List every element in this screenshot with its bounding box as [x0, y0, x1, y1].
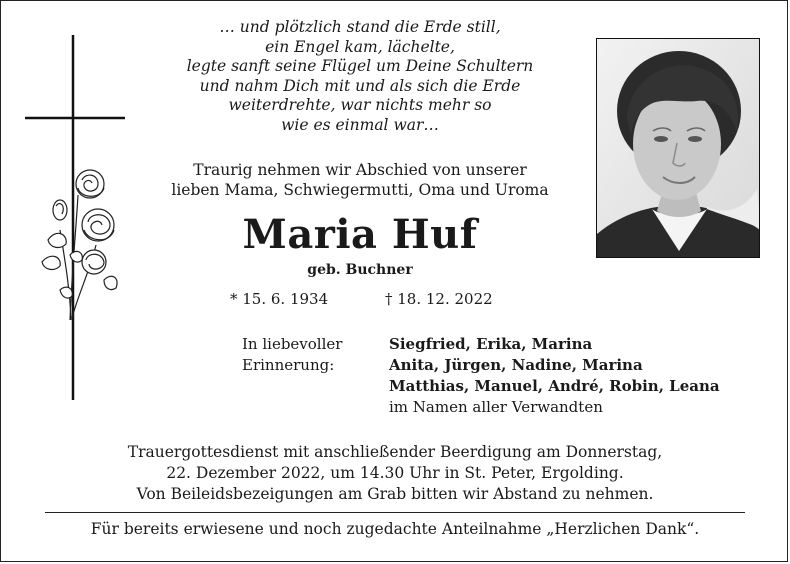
mourners-line: Siegfried, Erika, Marina — [389, 335, 593, 353]
farewell-line: Traurig nehmen wir Abschied von unserer — [193, 161, 527, 179]
portrait-photo — [596, 38, 760, 258]
poem-line: legte sanft seine Flügel um Deine Schultern — [186, 57, 534, 75]
mourners-list — [389, 334, 779, 418]
poem-line: weiterdrehte, war nichts mehr so — [228, 96, 492, 114]
farewell-line: lieben Mama, Schwiegermutti, Oma und Uroma — [171, 181, 549, 199]
divider — [45, 512, 745, 513]
death-date: † 18. 12. 2022 — [385, 290, 493, 308]
farewell-text — [140, 160, 580, 200]
mourners-note: im Namen aller Verwandten — [389, 398, 603, 416]
poem-line: wie es einmal war… — [281, 115, 439, 134]
memory-label-line: In liebevoller — [242, 335, 343, 353]
service-line: Von Beileidsbezeigungen am Grab bitten wir Abstand zu nehmen. — [136, 485, 654, 503]
service-info — [40, 442, 750, 505]
maiden-name: geb. Buchner — [307, 262, 413, 278]
thanks-text: Für bereits erwiesene und noch zugedachte Anteilnahme „Herzlichen Dank“. — [90, 520, 700, 538]
mourners-line: Anita, Jürgen, Nadine, Marina — [389, 356, 643, 374]
deceased-name: Maria Huf — [242, 211, 478, 258]
service-line: Trauergottesdienst mit anschließender Beerdigung am Donnerstag, — [127, 443, 663, 461]
birth-date: * 15. 6. 1934 — [230, 290, 329, 308]
cross-with-roses-icon — [20, 30, 130, 405]
poem-line: und nahm Dich mit und als sich die Erde — [199, 76, 521, 95]
memorial-poem — [145, 18, 575, 135]
memory-label-line: Erinnerung: — [242, 356, 335, 374]
mourners-line: Matthias, Manuel, André, Robin, Leana — [389, 377, 720, 395]
poem-line: ein Engel kam, lächelte, — [265, 37, 455, 56]
poem-line: … und plötzlich stand die Erde still, — [219, 18, 501, 36]
memory-label — [242, 334, 372, 376]
service-line: 22. Dezember 2022, um 14.30 Uhr in St. Peter, Ergolding. — [166, 464, 624, 482]
